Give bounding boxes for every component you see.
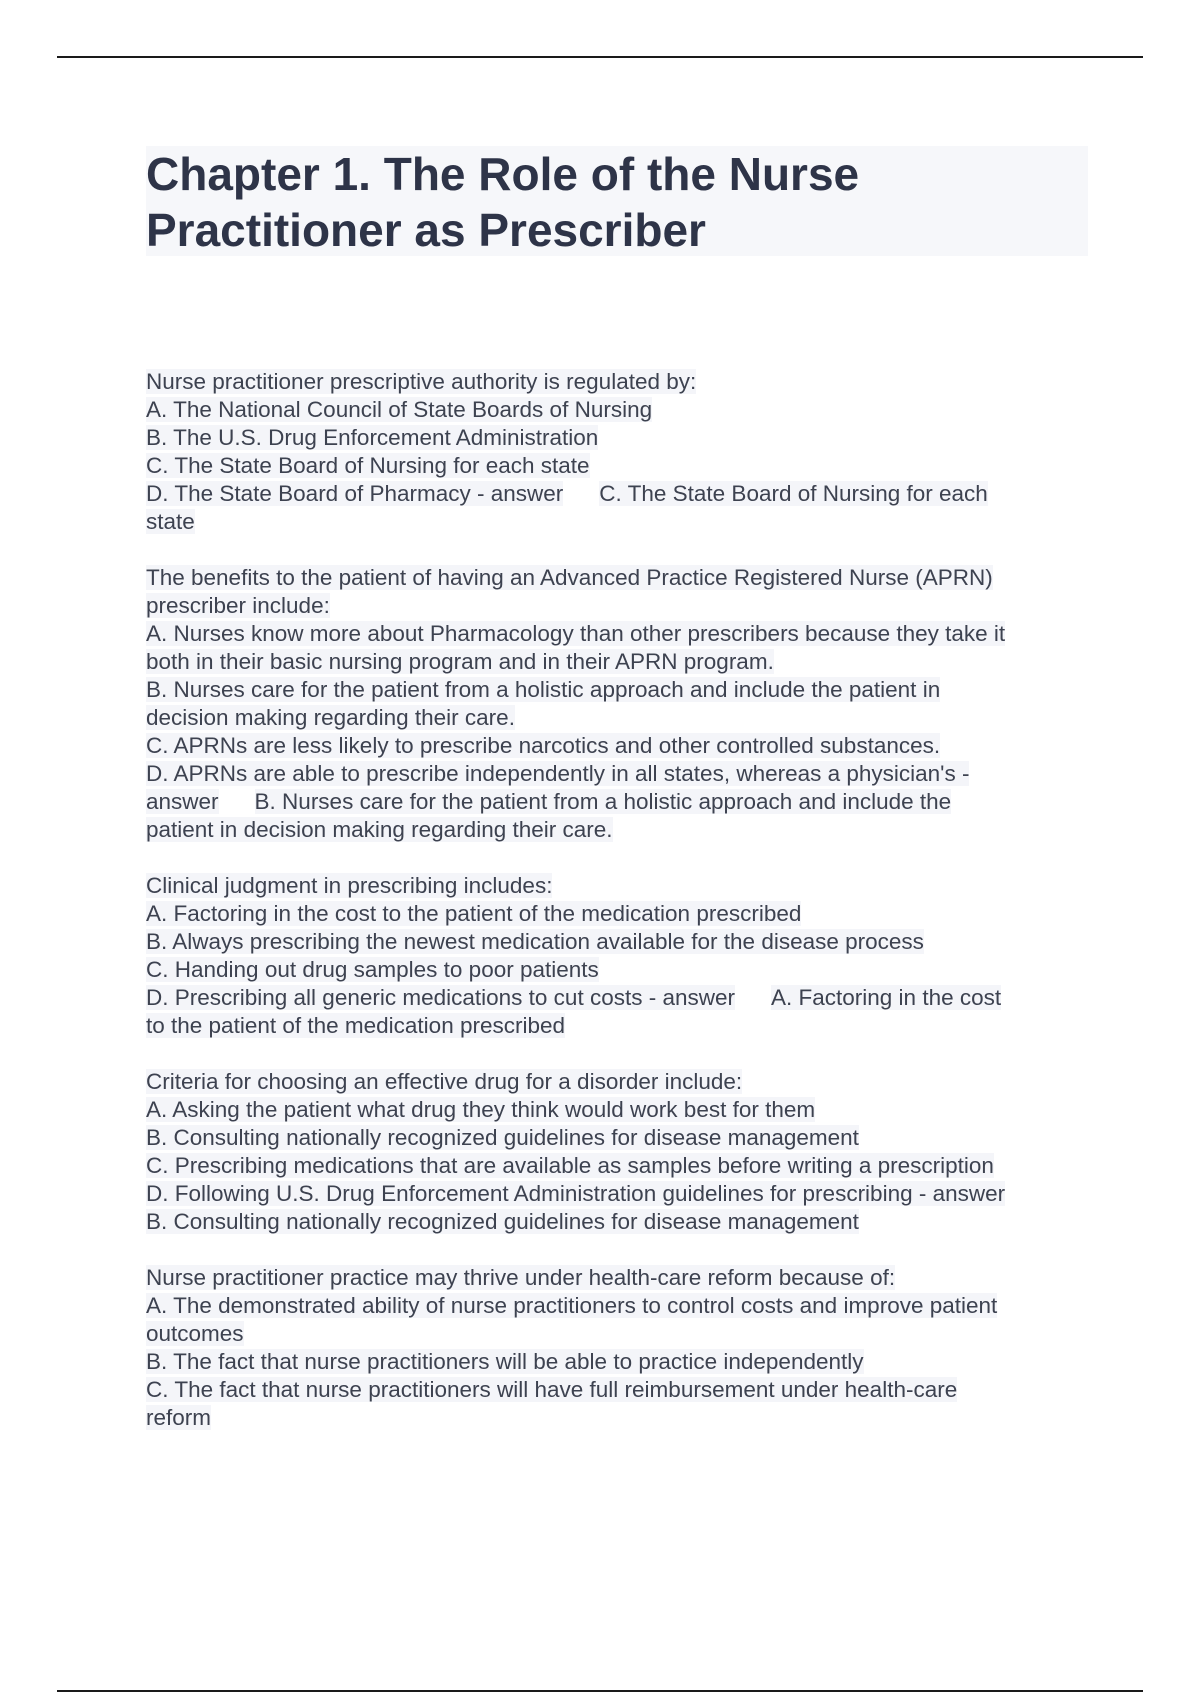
question-block [146,872,1086,1040]
page-title [146,146,1088,258]
top-rule [57,56,1143,58]
option-c: C. Prescribing medications that are available as samples before writing a prescription [146,1153,994,1178]
option-b-continued: decision making regarding their care. [146,705,515,730]
option-a-continued: outcomes [146,1321,244,1346]
option-b: B. Consulting nationally recognized guidelines for disease management [146,1125,859,1150]
option-d: D. Following U.S. Drug Enforcement Administration guidelines for prescribing - answer [146,1181,1006,1206]
option-b: B. Nurses care for the patient from a holistic approach and include the patient in [146,677,941,702]
question-text: Nurse practitioner prescriptive authority is regulated by: [146,369,697,394]
option-c: C. The State Board of Nursing for each state [146,453,590,478]
option-c: C. Handing out drug samples to poor patients [146,957,599,982]
option-b: B. The U.S. Drug Enforcement Administration [146,425,599,450]
bottom-rule [57,1690,1143,1692]
answer-text: C. The State Board of Nursing for each [599,481,988,506]
option-d: D. APRNs are able to prescribe independently in all states, whereas a physician's - [146,761,970,786]
option-a-continued: both in their basic nursing program and in their APRN program. [146,649,774,674]
question-block [146,368,1086,536]
answer-text: A. Factoring in the cost [771,985,1002,1010]
answer-continuation: to the patient of the medication prescribed [146,1013,566,1038]
answer-line: D. The State Board of Pharmacy - answer C. The State Board of Nursing for each [146,481,988,506]
title-block [146,146,1088,256]
answer-continuation: state [146,509,195,534]
answer-text: B. Nurses care for the patient from a holistic approach and include the [254,789,952,814]
option-a: A. Nurses know more about Pharmacology than other prescribers because they take it [146,621,1006,646]
question-block [146,1068,1086,1236]
question-text: Criteria for choosing an effective drug for a disorder include: [146,1069,743,1094]
question-text: Clinical judgment in prescribing includes: [146,873,553,898]
question-text-continued: prescriber include: [146,593,330,618]
answer-text: B. Consulting nationally recognized guidelines for disease management [146,1209,859,1234]
question-block [146,1264,1086,1432]
question-text: Nurse practitioner practice may thrive under health-care reform because of: [146,1265,896,1290]
option-b: B. The fact that nurse practitioners will be able to practice independently [146,1349,864,1374]
option-c-continued: reform [146,1405,212,1430]
title-line-2: Practitioner as Prescriber [146,204,706,256]
option-c: C. The fact that nurse practitioners will have full reimbursement under health-care [146,1377,958,1402]
answer-line [146,1208,1086,1236]
option-a: A. The National Council of State Boards of Nursing [146,397,653,422]
question-list [146,368,1086,1460]
question-text: The benefits to the patient of having an Advanced Practice Registered Nurse (APRN) [146,565,993,590]
option-a: A. Asking the patient what drug they think would work best for them [146,1097,816,1122]
option-c: C. APRNs are less likely to prescribe narcotics and other controlled substances. [146,733,941,758]
option-a: A. The demonstrated ability of nurse practitioners to control costs and improve patient [146,1293,998,1318]
title-line-1: Chapter 1. The Role of the Nurse [146,148,860,200]
option-a: A. Factoring in the cost to the patient of the medication prescribed [146,901,802,926]
answer-continuation: patient in decision making regarding their care. [146,817,613,842]
answer-line: answer B. Nurses care for the patient from a holistic approach and include the [146,789,952,814]
answer-line: D. Prescribing all generic medications to cut costs - answer A. Factoring in the cost [146,985,1002,1010]
option-b: B. Always prescribing the newest medication available for the disease process [146,929,924,954]
question-block [146,564,1086,844]
